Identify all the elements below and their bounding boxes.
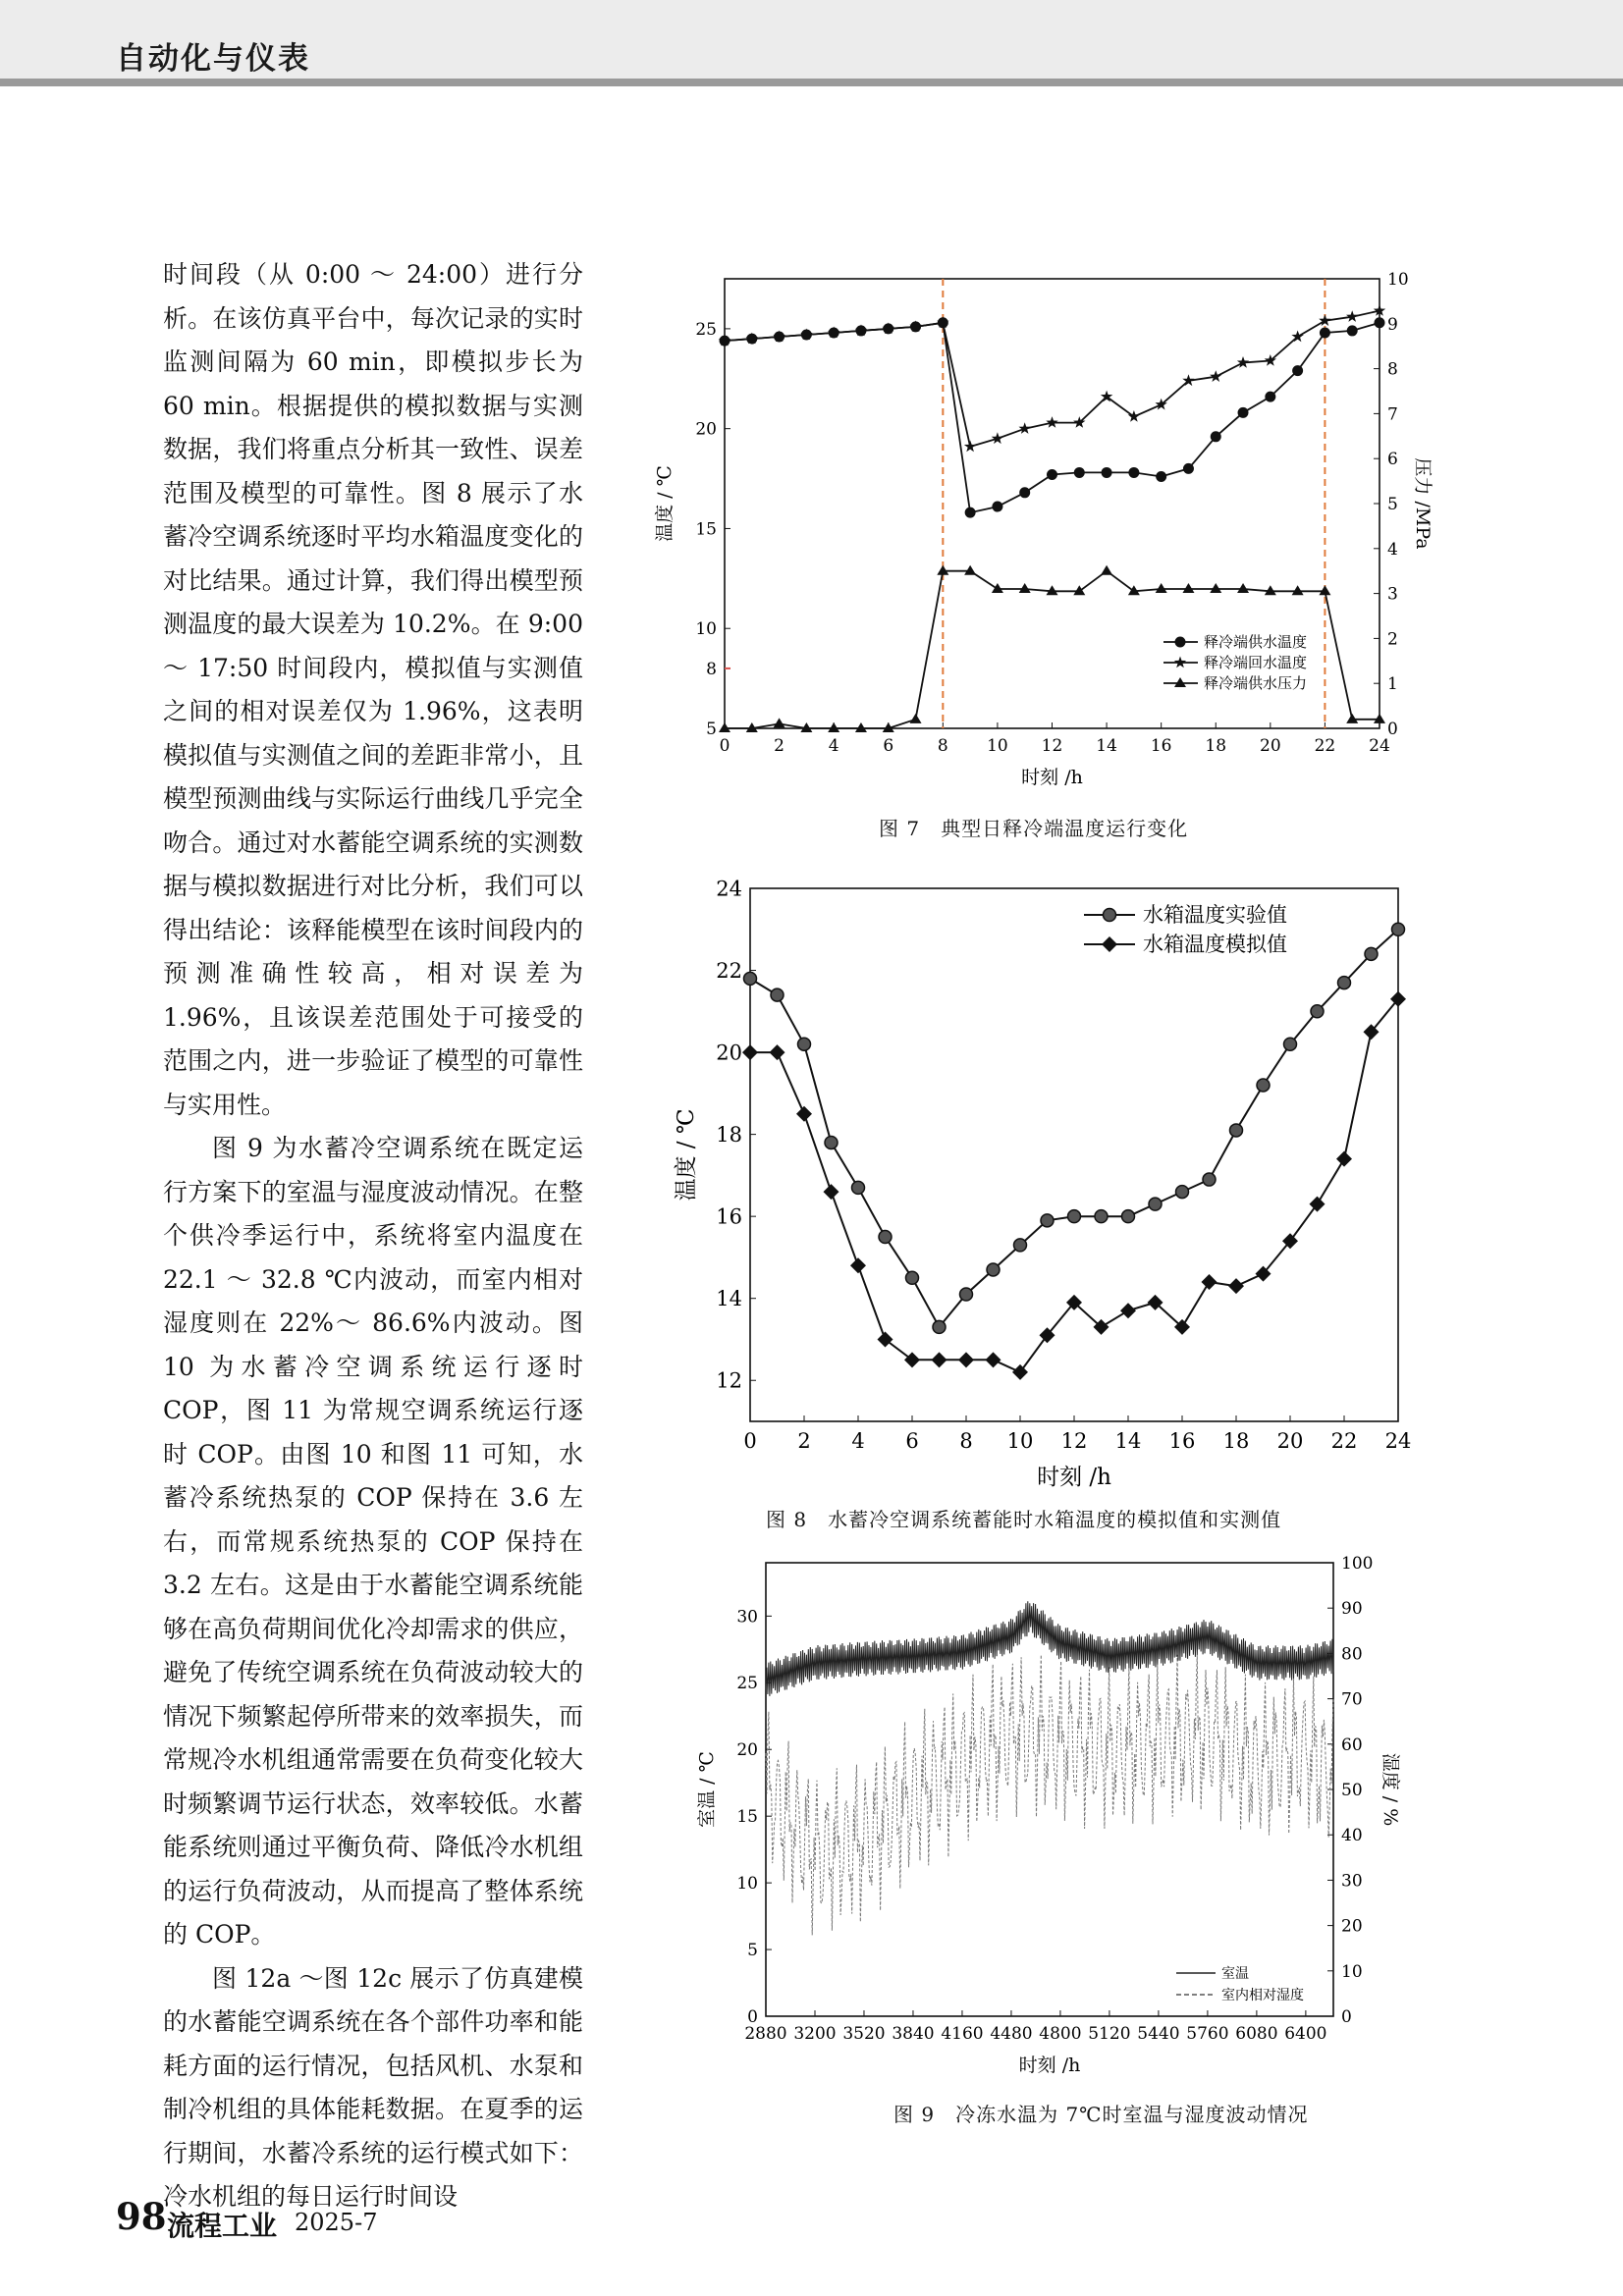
data-point bbox=[958, 1352, 974, 1367]
legend-marker bbox=[1104, 909, 1116, 922]
y2-tick-label: 3 bbox=[1387, 584, 1398, 605]
x-tick-label: 5120 bbox=[1088, 2024, 1131, 2044]
data-point bbox=[1128, 410, 1140, 422]
data-point bbox=[1095, 1210, 1108, 1223]
x-tick-label: 12 bbox=[1041, 736, 1063, 756]
data-point bbox=[992, 432, 1003, 444]
temperature-series-line bbox=[766, 1601, 1333, 1696]
x-tick-label: 18 bbox=[1222, 1429, 1250, 1453]
x-tick-label: 8 bbox=[959, 1429, 973, 1453]
y2-tick-label: 2 bbox=[1387, 629, 1398, 650]
data-point bbox=[878, 1331, 893, 1347]
data-point bbox=[1228, 1278, 1244, 1294]
y2-tick-label: 10 bbox=[1387, 269, 1409, 290]
data-point bbox=[1176, 1186, 1189, 1199]
data-point bbox=[1183, 463, 1193, 473]
legend-label: 释冷端供水压力 bbox=[1204, 674, 1308, 692]
legend-marker bbox=[1175, 637, 1185, 647]
data-point bbox=[1284, 1038, 1297, 1050]
y2-tick-label: 8 bbox=[1387, 359, 1398, 380]
figure-9-caption: 图 9 冷冻水温为 7℃时室温与湿度波动情况 bbox=[893, 2103, 1309, 2126]
y-tick-label: 8 bbox=[706, 659, 717, 679]
page-number: 98 bbox=[116, 2195, 167, 2238]
figure-9-chart bbox=[687, 1551, 1401, 2086]
data-point bbox=[1014, 1239, 1027, 1252]
legend-marker bbox=[1102, 936, 1117, 952]
y2-tick-label: 0 bbox=[1387, 719, 1398, 739]
data-point bbox=[1156, 583, 1167, 593]
y-tick-label: 16 bbox=[716, 1204, 742, 1229]
x-tick-label: 3520 bbox=[842, 2024, 886, 2044]
data-point bbox=[796, 1106, 812, 1122]
y2-tick-label: 70 bbox=[1341, 1689, 1363, 1710]
data-point bbox=[1320, 328, 1329, 338]
figure-8-caption: 图 8 水蓄冷空调系统蓄能时水箱温度的模拟值和实测值 bbox=[766, 1508, 1282, 1531]
x-tick-label: 2880 bbox=[744, 2024, 787, 2044]
y2-tick-label: 1 bbox=[1387, 674, 1398, 695]
data-point bbox=[965, 507, 975, 517]
y2-tick-label: 4 bbox=[1387, 539, 1398, 560]
data-point bbox=[852, 1181, 865, 1194]
x-axis-label: 时刻 /h bbox=[1021, 767, 1083, 788]
x-tick-label: 5440 bbox=[1137, 2024, 1180, 2044]
data-point bbox=[906, 1271, 919, 1284]
issue-date: 2025-7 bbox=[295, 2209, 378, 2236]
x-tick-label: 22 bbox=[1330, 1429, 1358, 1453]
y-tick-label: 25 bbox=[695, 319, 717, 340]
data-point bbox=[1202, 1274, 1217, 1290]
data-point bbox=[742, 1044, 758, 1060]
data-point bbox=[1157, 472, 1166, 482]
data-point bbox=[1210, 370, 1221, 382]
data-point bbox=[1149, 1198, 1162, 1210]
y2-tick-label: 40 bbox=[1341, 1826, 1363, 1846]
data-point bbox=[1311, 1005, 1324, 1018]
x-tick-label: 4160 bbox=[941, 2024, 984, 2044]
y-tick-label: 24 bbox=[716, 877, 742, 901]
data-point bbox=[1365, 947, 1378, 960]
data-point bbox=[910, 714, 922, 723]
data-point bbox=[1120, 1303, 1136, 1318]
data-point bbox=[964, 565, 976, 575]
x-tick-label: 10 bbox=[987, 736, 1008, 756]
data-point bbox=[719, 722, 730, 732]
x-axis-label: 时刻 /h bbox=[1037, 1465, 1111, 1490]
data-point bbox=[1019, 422, 1031, 434]
y2-axis-label: 压力 /MPa bbox=[1412, 457, 1434, 550]
x-tick-label: 16 bbox=[1150, 736, 1172, 756]
y2-tick-label: 5 bbox=[1387, 494, 1398, 514]
y2-tick-label: 50 bbox=[1341, 1780, 1363, 1800]
y-axis-label: 室温 / ℃ bbox=[696, 1751, 718, 1828]
data-point bbox=[1182, 583, 1194, 593]
data-point bbox=[986, 1352, 1001, 1367]
data-point bbox=[1020, 488, 1030, 498]
x-tick-label: 12 bbox=[1060, 1429, 1088, 1453]
x-tick-label: 6 bbox=[905, 1429, 919, 1453]
data-point bbox=[1238, 407, 1248, 417]
data-point bbox=[879, 1231, 892, 1244]
data-point bbox=[1338, 977, 1351, 989]
data-point bbox=[1392, 923, 1405, 935]
magazine-name: 流程工业 bbox=[167, 2210, 278, 2242]
y-tick-label: 20 bbox=[736, 1740, 758, 1761]
x-tick-label: 0 bbox=[743, 1429, 757, 1453]
data-point bbox=[744, 972, 757, 985]
x-tick-label: 5760 bbox=[1186, 2024, 1229, 2044]
y2-tick-label: 9 bbox=[1387, 314, 1398, 335]
data-point bbox=[933, 1320, 946, 1333]
data-point bbox=[993, 502, 1002, 511]
data-point bbox=[1073, 585, 1085, 595]
data-point bbox=[1210, 583, 1221, 593]
x-tick-label: 8 bbox=[937, 736, 948, 756]
y-tick-label: 12 bbox=[716, 1368, 742, 1393]
data-point bbox=[1048, 469, 1057, 479]
data-point bbox=[904, 1352, 920, 1367]
x-tick-label: 3200 bbox=[793, 2024, 837, 2044]
data-point bbox=[1237, 583, 1249, 593]
y2-tick-label: 80 bbox=[1341, 1644, 1363, 1665]
x-tick-label: 4 bbox=[828, 736, 839, 756]
x-tick-label: 10 bbox=[1006, 1429, 1034, 1453]
legend-label: 释冷端回水温度 bbox=[1204, 654, 1308, 671]
data-point bbox=[1292, 585, 1304, 595]
data-point bbox=[1293, 366, 1303, 376]
data-point bbox=[1310, 1197, 1325, 1212]
x-tick-label: 6 bbox=[883, 736, 894, 756]
data-point bbox=[932, 1352, 947, 1367]
data-point bbox=[987, 1263, 1000, 1276]
y2-tick-label: 60 bbox=[1341, 1735, 1363, 1755]
data-point bbox=[850, 1257, 866, 1273]
x-tick-label: 22 bbox=[1314, 736, 1336, 756]
y-tick-label: 5 bbox=[747, 1941, 758, 1961]
data-point bbox=[798, 1038, 811, 1050]
body-paragraph: 图 9 为水蓄冷空调系统在既定运行方案下的室温与湿度波动情况。在整个供冷季运行中，系统将室内温度在 22.1 ～ 32.8 ℃内波动，而室内相对湿度则在 22%～ 86.6%内波动。图 10 为水蓄冷空调系统运行逐时 COP，图 11 为常规空调系统运行逐时 COP。由图 10 和图 11 可知，水蓄冷系统热泵的 COP 保持在 3.6 左右，而常规系统热泵的 COP 保持在 3.2 左右。这是由于水蓄能空调系统能够在高负荷期间优化冷却需求的供应，避免了传统空调系统在负荷波动较大的情况下频繁起停所带来的效率损失，而常规冷水机组通常需要在负荷变化较大时频繁调节运行状态，效率较低。水蓄能系统则通过平衡负荷、降低冷水机组的运行负荷波动，从而提高了整体系统的 COP。 bbox=[163, 1134, 583, 1949]
data-point bbox=[1319, 585, 1330, 595]
y2-tick-label: 6 bbox=[1387, 450, 1398, 470]
x-tick-label: 16 bbox=[1168, 1429, 1196, 1453]
x-axis-label: 时刻 /h bbox=[1018, 2055, 1081, 2076]
data-point bbox=[824, 1184, 839, 1200]
x-tick-label: 4800 bbox=[1039, 2024, 1082, 2044]
x-tick-label: 20 bbox=[1260, 736, 1281, 756]
y-tick-label: 18 bbox=[716, 1122, 742, 1147]
data-point bbox=[1019, 583, 1031, 593]
x-tick-label: 24 bbox=[1384, 1429, 1412, 1453]
legend-label: 室内相对湿度 bbox=[1221, 1988, 1304, 2003]
data-point bbox=[992, 583, 1003, 593]
y2-tick-label: 20 bbox=[1341, 1916, 1363, 1937]
y-axis-label: 温度 / ℃ bbox=[674, 1108, 699, 1201]
data-point bbox=[1346, 714, 1358, 723]
page-header bbox=[0, 0, 1623, 86]
data-point bbox=[1122, 1210, 1135, 1223]
data-point bbox=[828, 722, 839, 732]
y-tick-label: 30 bbox=[736, 1607, 758, 1628]
figure-7-caption: 图 7 典型日释冷端温度运行变化 bbox=[879, 817, 1189, 840]
body-paragraph: 图 12a ～图 12c 展示了仿真建模的水蓄能空调系统在各个部件功率和能耗方面的运行情况，包括风机、水泵和制冷机组的具体能耗数据。在夏季的运行期间，水蓄冷系统的运行模式如下：冷水机组的每日运行时间设 bbox=[163, 1963, 583, 2211]
y-tick-label: 20 bbox=[695, 419, 717, 440]
data-point bbox=[1068, 1210, 1081, 1223]
data-point bbox=[937, 565, 948, 575]
legend-marker bbox=[1174, 657, 1186, 668]
y2-axis-label: 湿度 / % bbox=[1380, 1752, 1401, 1827]
data-point bbox=[1211, 432, 1220, 442]
plot-frame bbox=[750, 888, 1398, 1421]
x-tick-label: 4 bbox=[851, 1429, 865, 1453]
series-line bbox=[750, 999, 1398, 1372]
y-tick-label: 14 bbox=[716, 1287, 742, 1311]
y-tick-label: 10 bbox=[695, 619, 717, 640]
data-point bbox=[1074, 467, 1084, 477]
data-point bbox=[1101, 565, 1112, 575]
y-tick-label: 10 bbox=[736, 1874, 758, 1895]
y-tick-label: 5 bbox=[706, 719, 717, 739]
data-point bbox=[1041, 1214, 1054, 1227]
x-tick-label: 20 bbox=[1276, 1429, 1304, 1453]
figure-8-chart bbox=[668, 864, 1434, 1492]
data-point bbox=[960, 1288, 973, 1301]
legend-marker bbox=[1174, 677, 1186, 687]
data-point bbox=[1230, 1124, 1243, 1137]
data-point bbox=[1374, 714, 1385, 723]
data-point bbox=[1375, 318, 1384, 328]
y2-tick-label: 0 bbox=[1341, 2006, 1352, 2027]
legend-label: 水箱温度实验值 bbox=[1143, 903, 1287, 927]
x-tick-label: 18 bbox=[1205, 736, 1227, 756]
data-point bbox=[964, 441, 976, 453]
body-column bbox=[163, 253, 583, 2219]
y-tick-label: 20 bbox=[716, 1041, 742, 1065]
data-point bbox=[1257, 1079, 1270, 1092]
y-tick-label: 15 bbox=[736, 1807, 758, 1828]
data-point bbox=[1347, 326, 1357, 336]
humidity-series-line bbox=[766, 1654, 1333, 1935]
legend-label: 室温 bbox=[1221, 1966, 1249, 1982]
y2-tick-label: 30 bbox=[1341, 1871, 1363, 1892]
y2-tick-label: 100 bbox=[1341, 1553, 1374, 1574]
data-point bbox=[825, 1136, 838, 1148]
legend-label: 释冷端供水温度 bbox=[1204, 633, 1308, 651]
x-tick-label: 2 bbox=[774, 736, 784, 756]
y-axis-label: 温度 / ℃ bbox=[654, 465, 676, 542]
data-point bbox=[1046, 416, 1057, 428]
x-tick-label: 0 bbox=[719, 736, 730, 756]
y-tick-label: 15 bbox=[695, 519, 717, 540]
y-tick-label: 22 bbox=[716, 958, 742, 983]
x-tick-label: 3840 bbox=[892, 2024, 935, 2044]
x-tick-label: 24 bbox=[1369, 736, 1390, 756]
data-point bbox=[1012, 1364, 1028, 1380]
y-tick-label: 0 bbox=[747, 2006, 758, 2027]
data-point bbox=[1336, 1151, 1352, 1167]
data-point bbox=[1129, 467, 1139, 477]
data-point bbox=[1203, 1173, 1216, 1186]
data-point bbox=[771, 988, 784, 1001]
x-tick-label: 6080 bbox=[1235, 2024, 1278, 2044]
data-point bbox=[1102, 467, 1111, 477]
body-paragraph: 时间段（从 0:00 ～ 24:00）进行分析。在该仿真平台中，每次记录的实时监测间隔为 60 min，即模拟步长为 60 min。根据提供的模拟数据与实测数据，我们将重点分析其一致性、误差范围及模型的可靠性。图 8 展示了水蓄冷空调系统逐时平均水箱温度变化的对比结果。通过计算，我们得出模型预测温度的最大误差为 10.2%。在 9:00 ～ 17:50 时间段内，模拟值与实测值之间的相对误差仅为 1.96%，这表明模拟值与实测值之间的差距非常小，且模型预测曲线与实际运行曲线几乎完全吻合。通过对水蓄能空调系统的实测数据与模拟数据进行对比分析，我们可以得出结论：该释能模型在该时间段内的预测准确性较高，相对误差为 1.96%，且该误差范围处于可接受的范围之内，进一步验证了模型的可靠性与实用性。 bbox=[163, 260, 583, 1119]
section-title: 自动化与仪表 bbox=[116, 41, 310, 77]
x-tick-label: 6400 bbox=[1284, 2024, 1327, 2044]
y2-tick-label: 90 bbox=[1341, 1599, 1363, 1620]
series-line bbox=[725, 311, 1380, 447]
y2-tick-label: 7 bbox=[1387, 404, 1398, 425]
data-point bbox=[770, 1044, 785, 1060]
x-tick-label: 2 bbox=[797, 1429, 811, 1453]
x-tick-label: 4480 bbox=[990, 2024, 1033, 2044]
data-point bbox=[855, 722, 867, 732]
plot-frame bbox=[766, 1563, 1333, 2016]
x-tick-label: 14 bbox=[1096, 736, 1117, 756]
data-point bbox=[1346, 310, 1358, 322]
series-line bbox=[750, 930, 1398, 1327]
x-tick-label: 14 bbox=[1114, 1429, 1142, 1453]
data-point bbox=[1266, 392, 1275, 401]
y2-tick-label: 10 bbox=[1341, 1961, 1363, 1982]
y-tick-label: 25 bbox=[736, 1674, 758, 1694]
figure-7-chart bbox=[648, 257, 1453, 807]
data-point bbox=[774, 718, 785, 727]
legend-label: 水箱温度模拟值 bbox=[1143, 933, 1287, 956]
